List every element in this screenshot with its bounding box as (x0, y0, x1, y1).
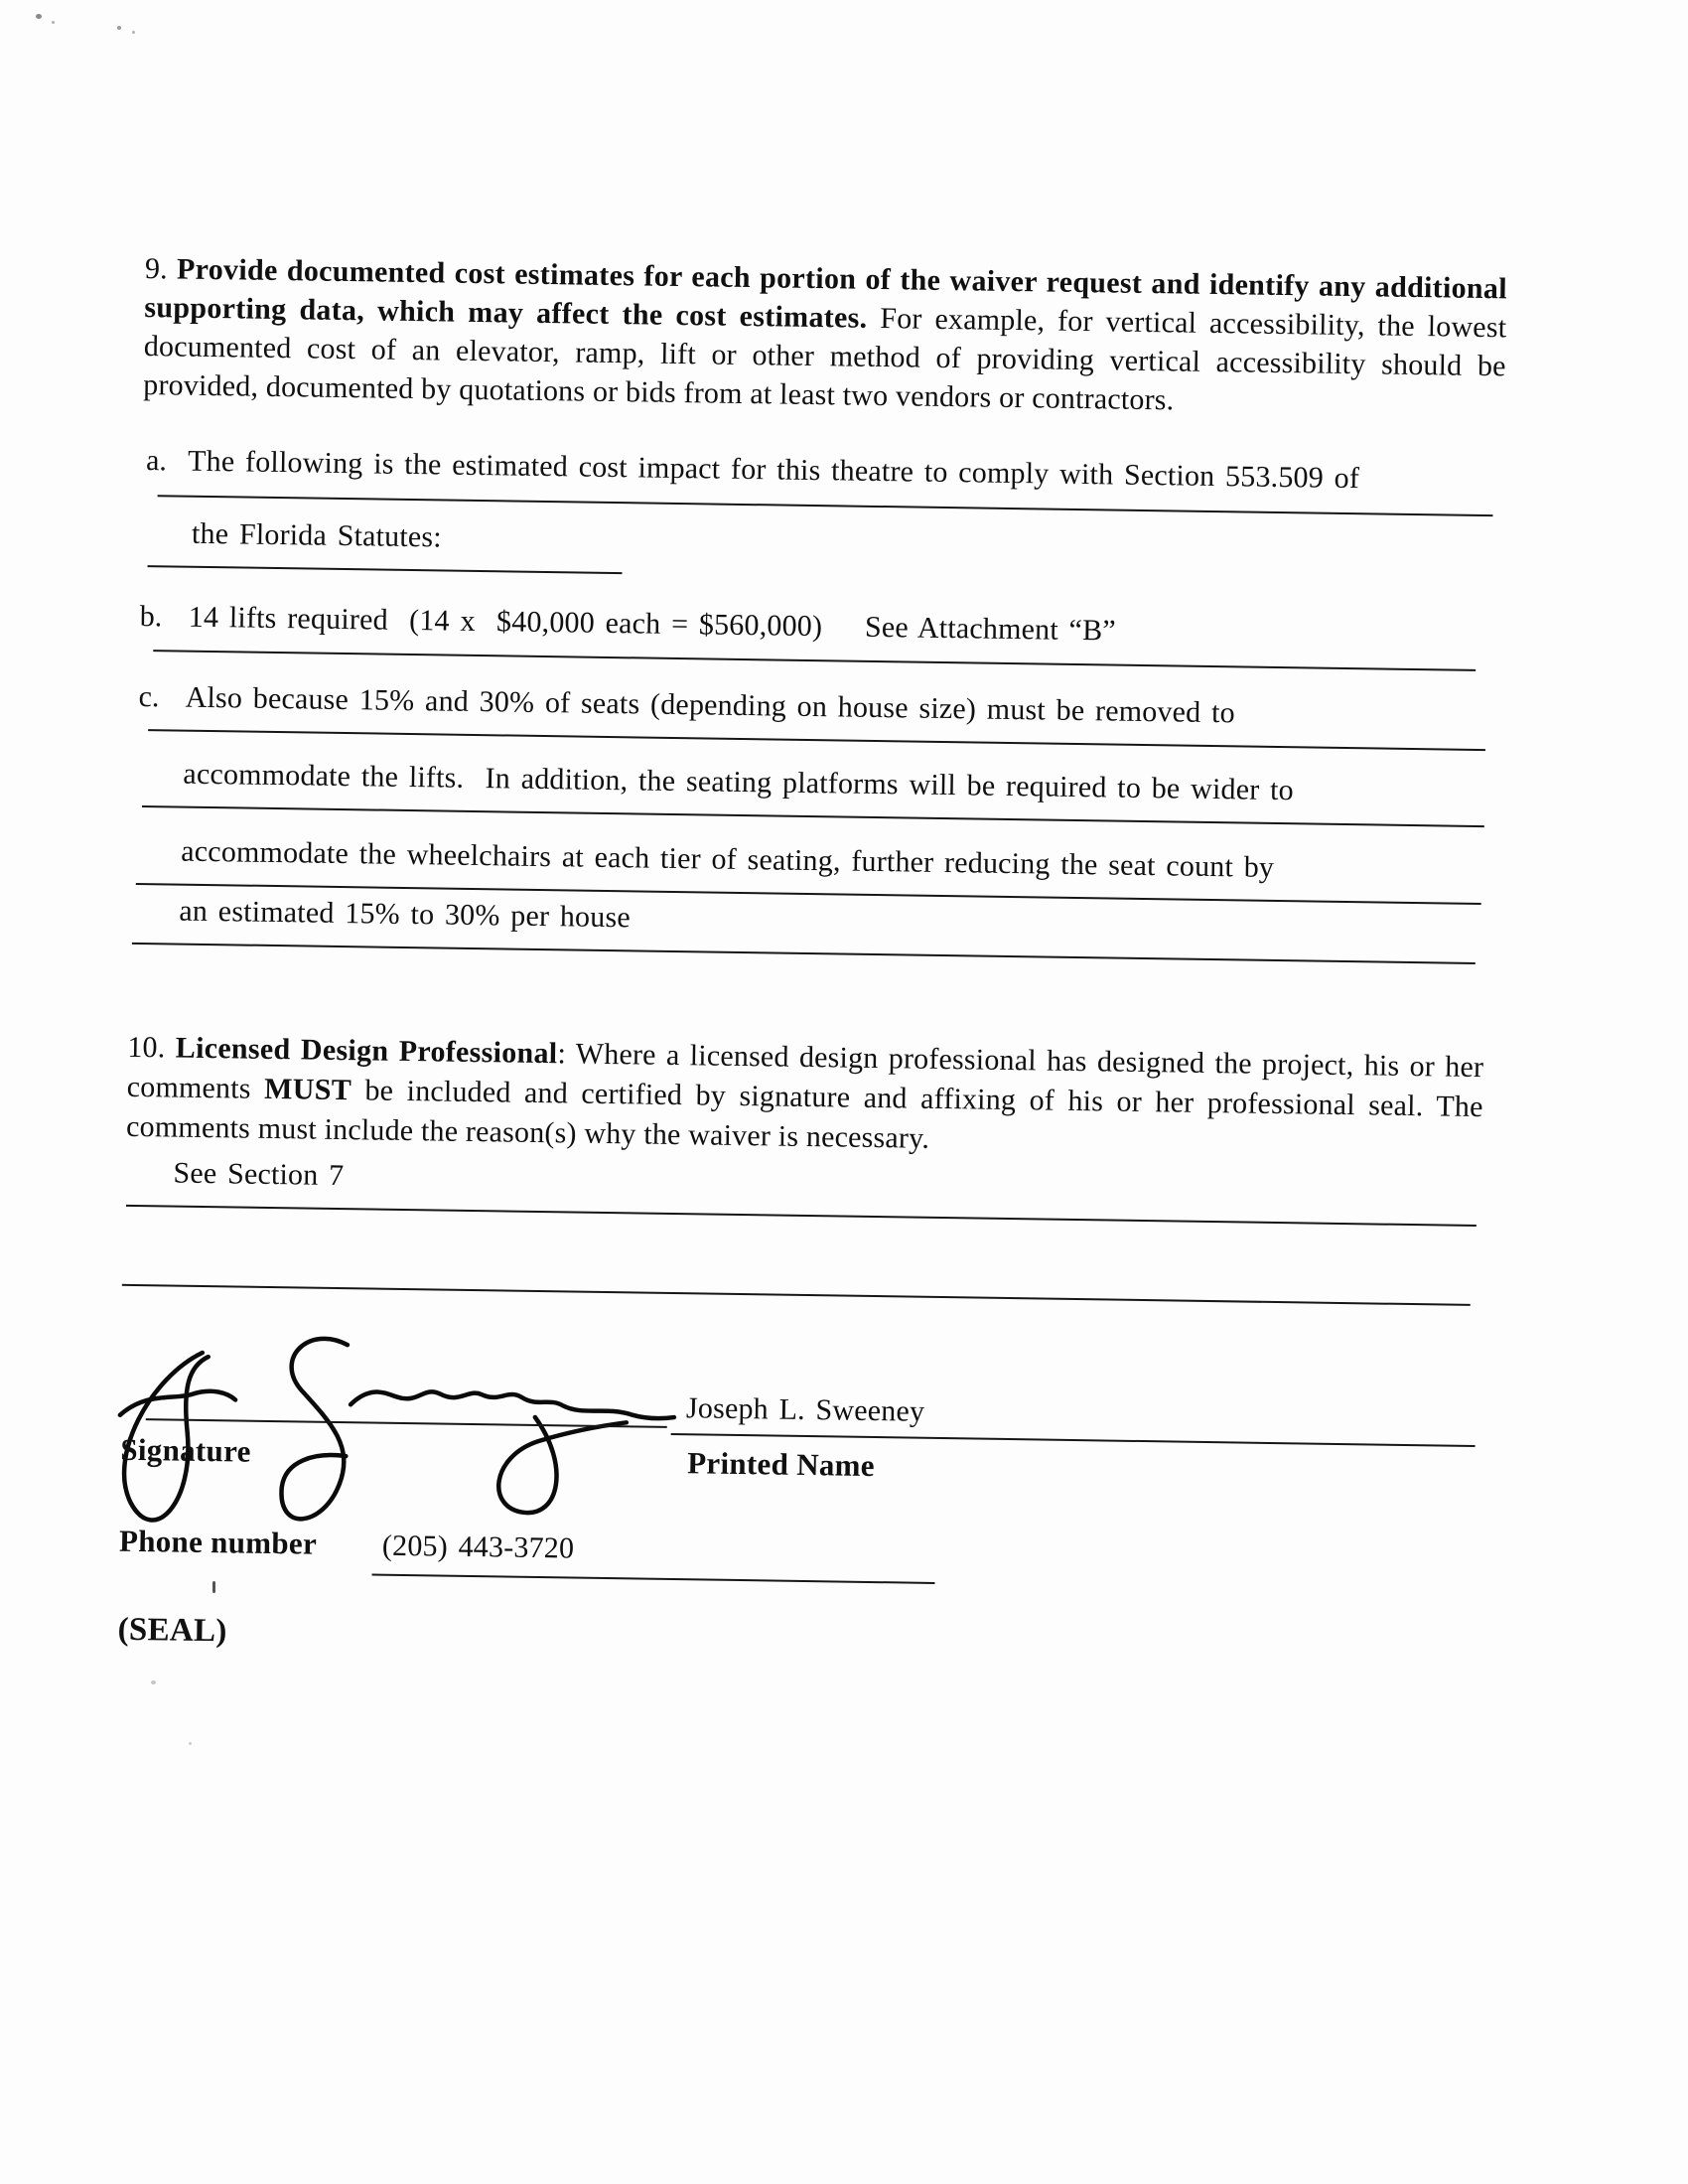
item-b-answer-line-1: 14 lifts required (14 x $40,000 each = $560,000) See Attachment “B” (188, 600, 1117, 648)
answer-underline (132, 943, 1476, 964)
answer-underline (126, 1205, 1477, 1227)
section9-regular-text: For example, for vertical accessibility, the lowest documented cost of an elevator, ramp, lift or other method of providing vertical accessibility should be provided, documented by quotations or bids from at least two vendors or contractors. (143, 301, 1507, 417)
section10-bold-must: MUST (263, 1072, 352, 1107)
section10-text-1: : Where a licensed design professional has designed the project, his or her comments (126, 1037, 1484, 1105)
section9-number: 9. (144, 252, 169, 286)
item-b-label: b. (139, 599, 163, 634)
answer-underline (148, 565, 623, 574)
phone-number-line (371, 1574, 934, 1584)
handwritten-signature (88, 1319, 687, 1541)
signature-label: Signature (120, 1431, 251, 1469)
section9-paragraph (143, 249, 1507, 424)
answer-underline (142, 805, 1484, 827)
item-c-answer-line-3: accommodate the wheelchairs at each tier of seating, further reducing the seat count by (181, 834, 1275, 884)
section10-bold-title: Licensed Design Professional (175, 1031, 558, 1071)
section10-answer: See Section 7 (173, 1156, 345, 1193)
signature-stroke (281, 1338, 348, 1520)
printed-name-value: Joseph L. Sweeney (685, 1391, 925, 1428)
item-c-answer-line-4: an estimated 15% to 30% per house (179, 894, 632, 935)
seal-label: (SEAL) (117, 1611, 227, 1650)
blank-answer-underline (122, 1284, 1471, 1306)
item-c-answer-line-2: accommodate the lifts. In addition, the seating platforms will be required to be wider to (183, 757, 1295, 807)
item-c-answer-line-1: Also because 15% and 30% of seats (depending on house size) must be removed to (185, 680, 1236, 730)
phone-number-label: Phone number (118, 1523, 318, 1561)
answer-underline (148, 729, 1485, 751)
section10-number: 10. (127, 1030, 166, 1065)
item-a-answer-line-1: The following is the estimated cost impact for this theatre to comply with Section 553.509 of (187, 444, 1360, 496)
printed-name-label: Printed Name (686, 1445, 876, 1484)
answer-underline (158, 495, 1493, 516)
answer-underline (153, 650, 1476, 671)
signature-stroke (498, 1416, 627, 1514)
item-a-label: a. (145, 444, 168, 478)
section9-bold-text: Provide documented cost estimates for each portion of the waiver request and identify any additional supporting data, which may affect the cost estimates. (144, 252, 1508, 335)
item-c-label: c. (138, 679, 160, 714)
phone-number-value: (205) 443-3720 (381, 1529, 575, 1565)
printed-name-line (671, 1433, 1476, 1447)
signature-stroke (351, 1390, 674, 1418)
item-a-answer-line-2: the Florida Statutes: (191, 516, 443, 554)
section10-paragraph (126, 1028, 1484, 1167)
section10-text-2: be included and certified by signature and affixing of his or her professional seal. The comments must include the reason(s) why the waiver is necessary. (125, 1074, 1483, 1155)
signature-stroke (120, 1389, 235, 1416)
